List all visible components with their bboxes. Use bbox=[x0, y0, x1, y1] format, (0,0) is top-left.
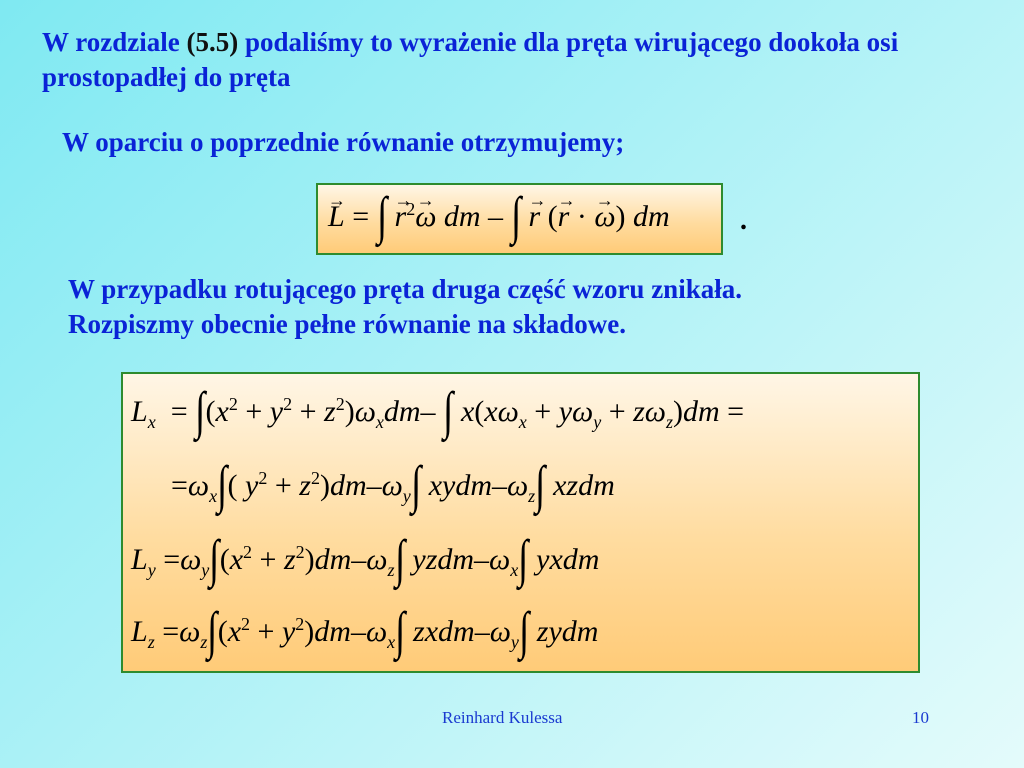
subtitle-2-line-1: W przypadku rotującego pręta druga część wzoru znikała. bbox=[68, 274, 742, 304]
equation-lx: $L_x = \int(x^2 + y^2 + z^2)\omega_xdm-$ ∫ $x(x\omega_x + y\omega_y + z\omega_z)dm$ = bbox=[131, 381, 745, 440]
main-equation: → L = ∫ → $r^2\to \omega$ dm – ∫ → r (→ r · → ω) dm bbox=[328, 199, 670, 234]
subtitle-2-line-2: Rozpiszmy obecnie pełne równanie na składowe. bbox=[68, 309, 627, 339]
components-equation-box bbox=[121, 372, 920, 673]
subtitle-1: W oparciu o poprzednie równanie otrzymujemy; bbox=[62, 127, 625, 157]
equation-ly: $L_y =\omega_y\int(x^2 + z^2)dm-\omega_z\int$ yzdm–$\omega_x\int$ yxdm bbox=[131, 529, 600, 588]
intro-text bbox=[42, 25, 992, 95]
page-number: 10 bbox=[912, 708, 929, 727]
subtitle-2 bbox=[68, 272, 968, 342]
intro-reference: (5.5) bbox=[186, 27, 239, 57]
main-equation-box bbox=[316, 183, 723, 255]
intro-part1: W rozdziale bbox=[42, 27, 187, 57]
intro-part2: podaliśmy to wyrażenie dla pręta wirującego dookoła osi prostopadłej do pręta bbox=[42, 27, 899, 92]
equation-lx-continued: $=\omega_x\int$( $y^2 + z^2)dm-\omega_y\int$ xydm–$\omega_z\int$ xzdm bbox=[171, 455, 615, 514]
footer-author: Reinhard Kulessa bbox=[442, 708, 563, 727]
equation-dot: . bbox=[740, 205, 747, 236]
equation-lz: $L_z =\omega_z\int(x^2 + y^2)dm-\omega_x\int$ zxdm–$\omega_y\int$ zydm bbox=[131, 601, 599, 660]
